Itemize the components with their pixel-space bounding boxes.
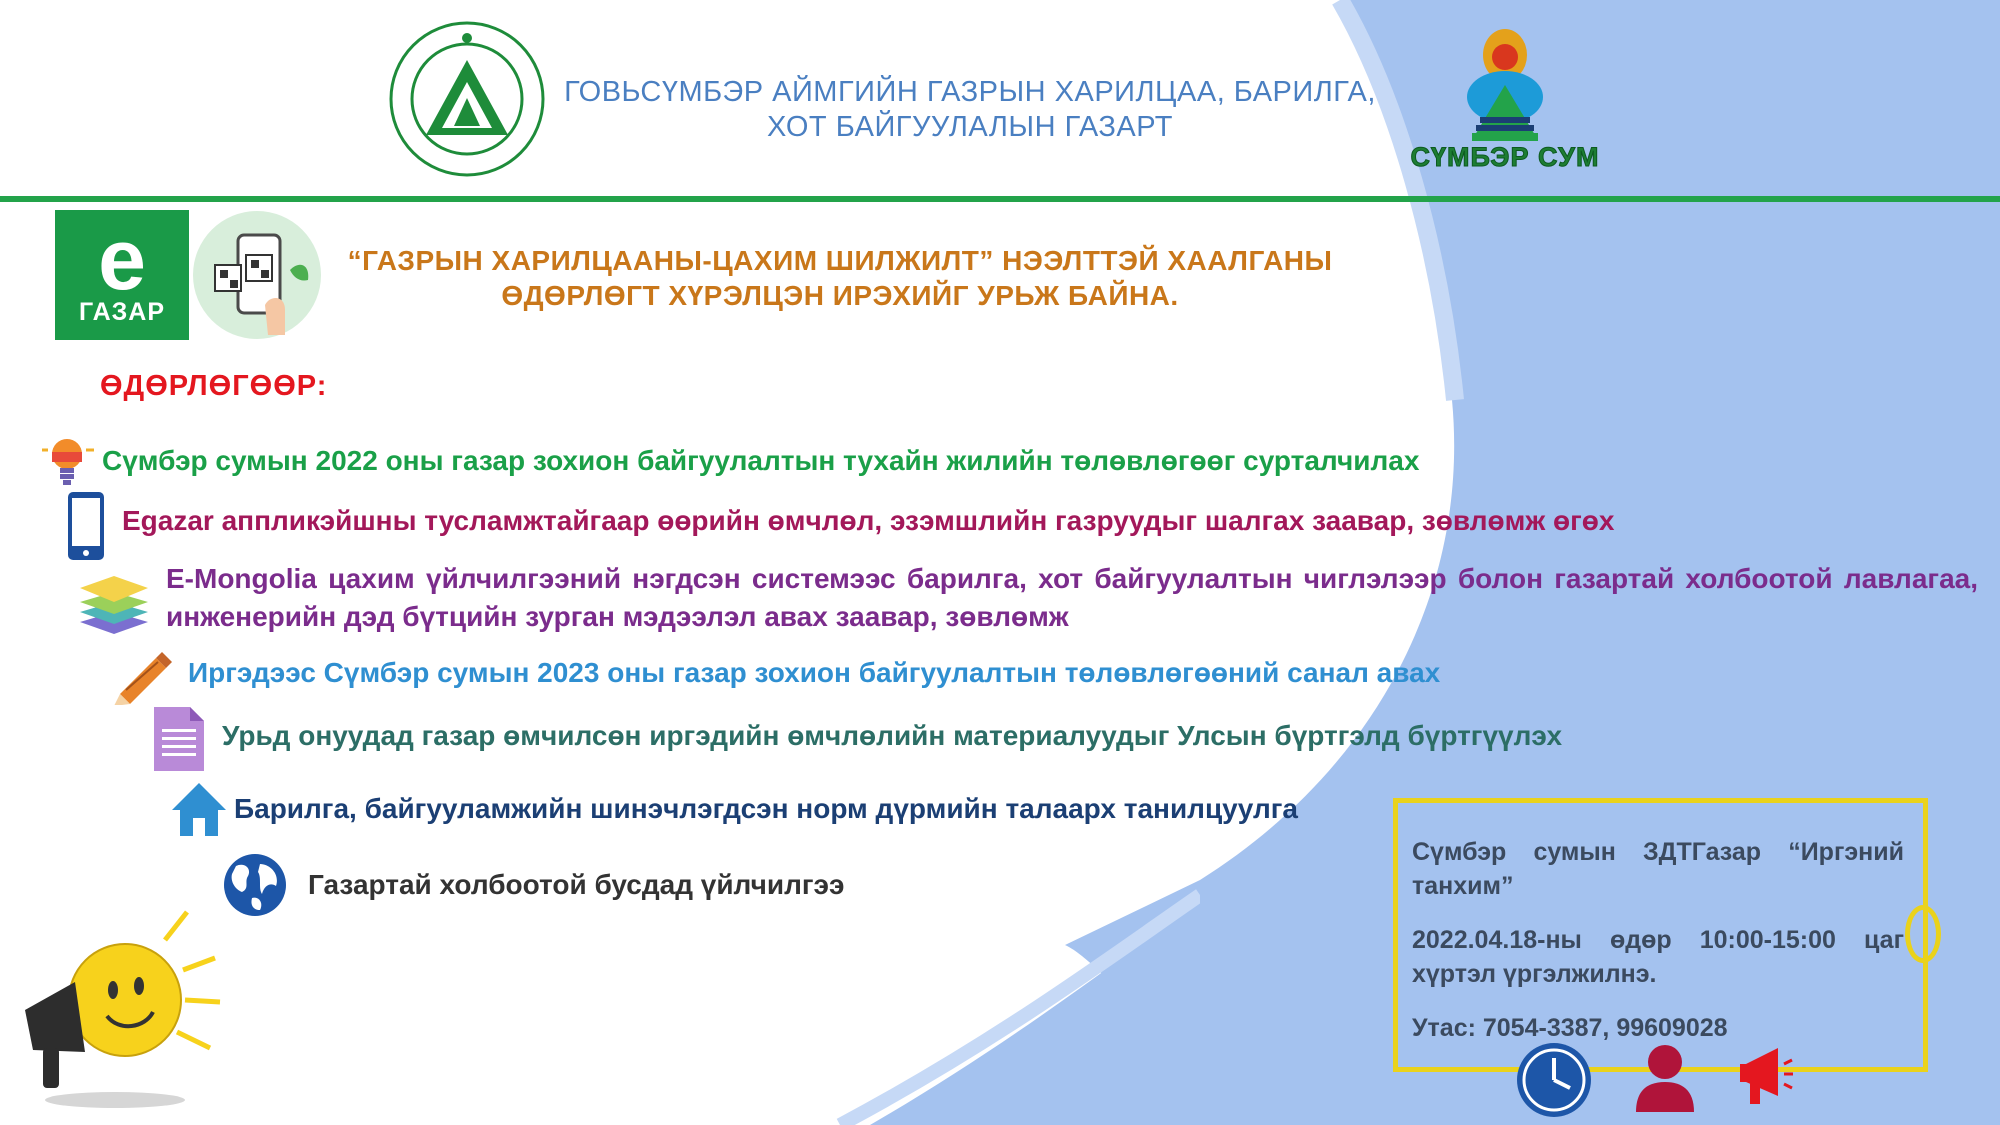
agenda-item-5-text: Урьд онуудад газар өмчилсөн иргэдийн өмчлөлийн материалуудыг Улсын бүртгэлд бүртгүүлэх [222, 720, 1563, 751]
sumber-emblem-icon [1440, 25, 1570, 143]
pencil-icon [112, 650, 172, 705]
qr-phone-icon [190, 210, 325, 340]
clock-icon [1512, 1040, 1596, 1120]
document-icon [152, 705, 206, 773]
megaphone-icon [15, 900, 225, 1115]
announcement-icon [1738, 1042, 1794, 1108]
egazar-letter-icon: e [98, 212, 146, 308]
agenda-item-3-text: E-Mongolia цахим үйлчилгээний нэгдсэн системээс барилга, хот байгуулалтын чиглэлээр болон газартай холбоотой лавлагаа, инженерийн дэд бүтцийн зурган мэдээлэл авах заавар, зөвлөмж [166, 563, 1978, 632]
agenda-item-2-text: Egazar аппликэйшны тусламжтайгаар өөрийн өмчлөл, эзэмшлийн газруудыг шалгах заавар, зөвлөмж өгөх [122, 505, 1615, 536]
info-schedule: 2022.04.18-ны өдөр 10:00-15:00 цаг хүртэл үргэлжилнэ. [1412, 926, 1904, 988]
header-divider [0, 196, 2000, 202]
home-icon [170, 780, 228, 838]
sumber-logo [1440, 25, 1570, 143]
globe-icon [218, 852, 292, 918]
layers-icon [78, 570, 150, 640]
seal-logo [388, 20, 546, 178]
agenda-item-6-text: Барилга, байгууламжийн шинэчлэгдсэн норм дүрмийн талаарх танилцуулга [234, 793, 1298, 824]
invitation-line2: ӨДӨРЛӨГТ ХҮРЭЛЦЭН ИРЭХИЙГ УРЬЖ БАЙНА. [501, 280, 1179, 311]
invitation-heading [320, 243, 1360, 313]
egazar-logo [55, 210, 189, 340]
info-venue: Сүмбэр сумын ЗДТГазар “Иргэний танхим” [1412, 838, 1904, 900]
agenda-item-7-text: Газартай холбоотой бусдад үйлчилгээ [308, 869, 845, 900]
seal-emblem-icon [388, 20, 546, 178]
invitation-line1: “ГАЗРЫН ХАРИЛЦААНЫ-ЦАХИМ ШИЛЖИЛТ” НЭЭЛТТЭЙ ХААЛГАНЫ [347, 245, 1333, 276]
org-title [560, 75, 1380, 145]
org-title-line1: ГОВЬСҮМБЭР АЙМГИЙН ГАЗРЫН ХАРИЛЦАА, БАРИЛГА, [564, 76, 1376, 108]
seal-text [388, 20, 389, 21]
info-box-ring [1905, 905, 1941, 963]
agenda-label: ӨДӨРЛӨГӨӨР: [100, 370, 328, 402]
sumber-label: СҮМБЭР СУМ [1410, 142, 1600, 172]
lightbulb-icon [36, 430, 100, 490]
egazar-label: ГАЗАР [78, 298, 166, 326]
agenda-item-1-text: Сүмбэр сумын 2022 оны газар зохион байгуулалтын тухайн жилийн төлөвлөгөөг сурталчилах [102, 445, 1420, 476]
agenda-item-4-text: Иргэдээс Сүмбэр сумын 2023 оны газар зохион байгуулалтын төлөвлөгөөний санал авах [188, 657, 1441, 688]
megaphone-illustration [15, 900, 225, 1115]
person-icon [1632, 1042, 1698, 1114]
info-phone: Утас: 7054-3387, 99609028 [1412, 1014, 1728, 1042]
smartphone-icon [64, 490, 108, 562]
org-title-line2: ХОТ БАЙГУУЛАЛЫН ГАЗАРТ [767, 111, 1173, 143]
